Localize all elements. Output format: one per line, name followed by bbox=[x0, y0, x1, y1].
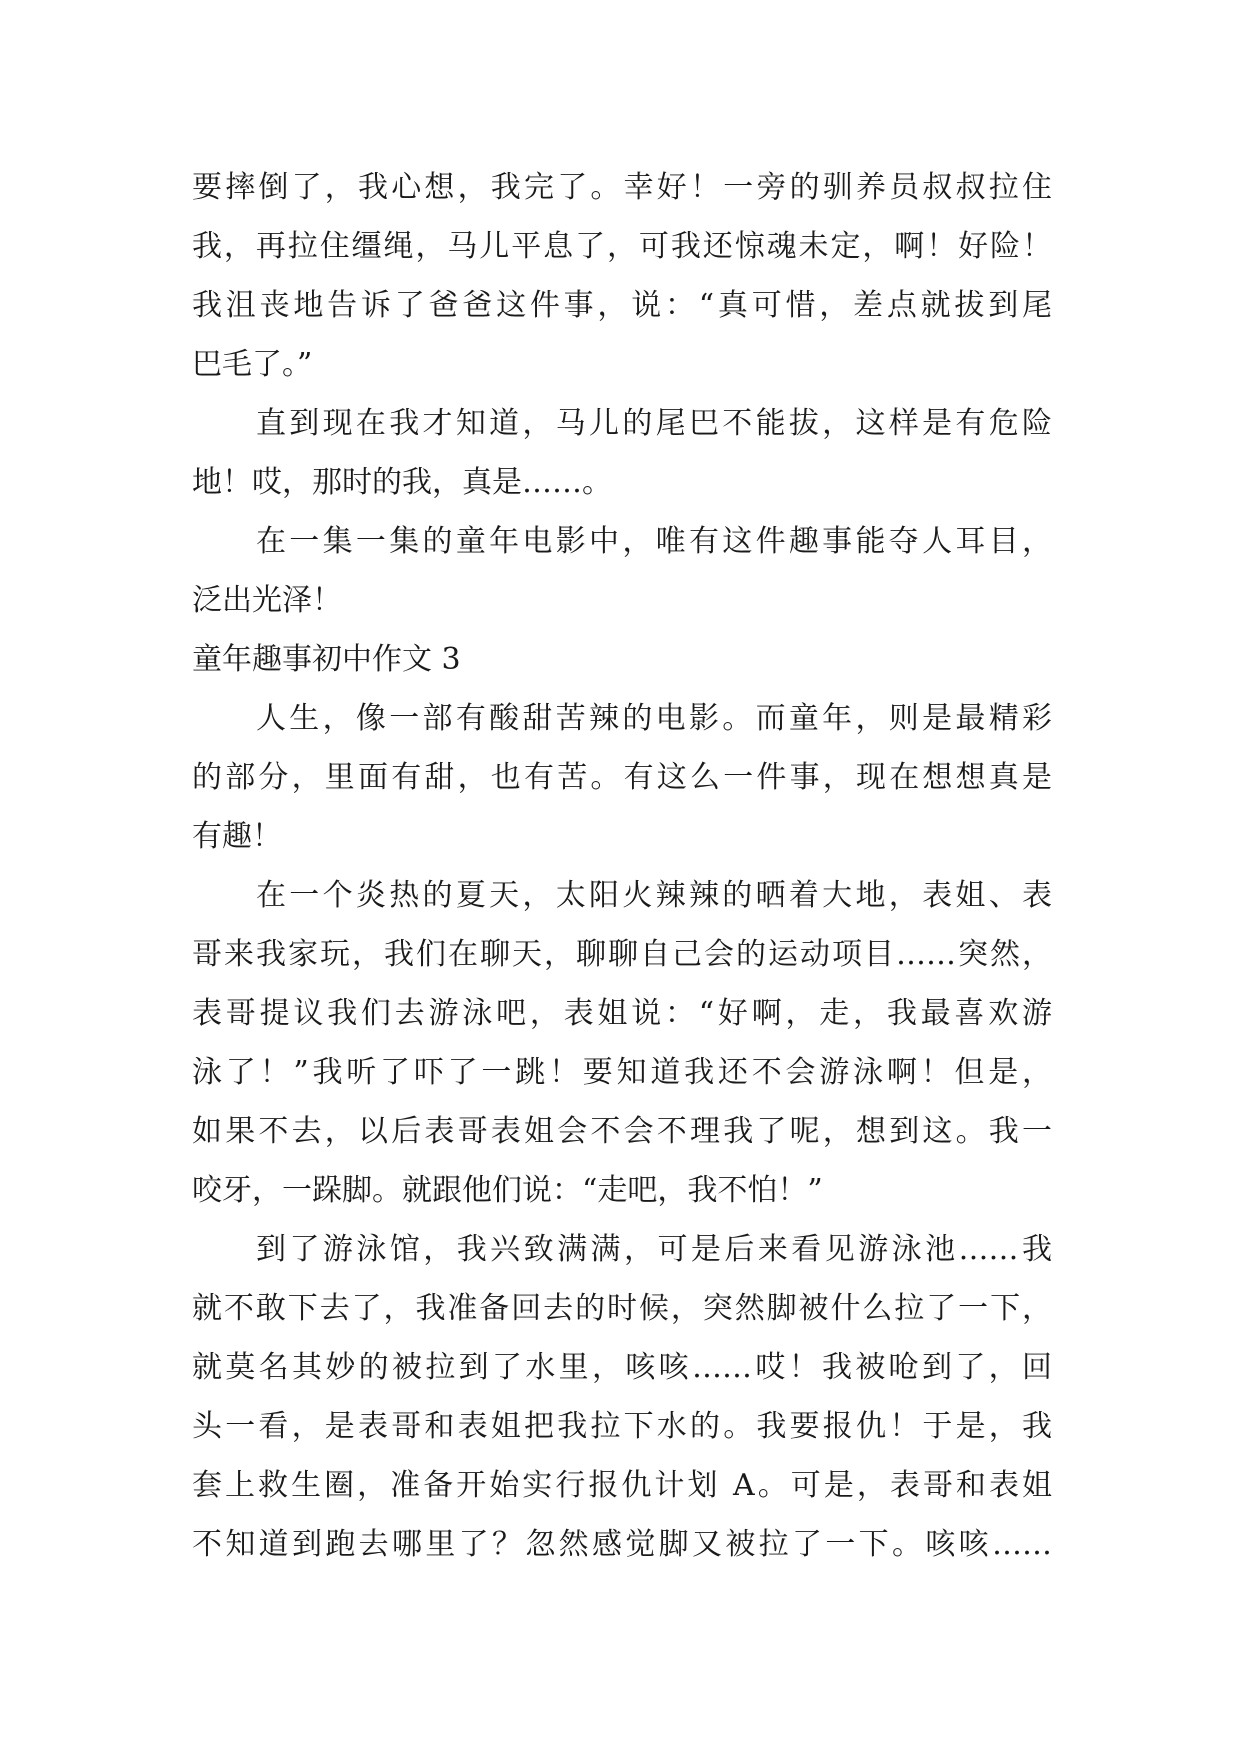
text-line: 泳了！”我听了吓了一跳！要知道我还不会游泳啊！但是， bbox=[192, 1055, 1052, 1090]
text-line: 咬牙，一跺脚。就跟他们说：“走吧，我不怕！” bbox=[192, 1173, 823, 1208]
text-line: 就莫名其妙的被拉到了水里，咳咳……哎！我被呛到了，回 bbox=[192, 1350, 1052, 1385]
text-line: 如果不去，以后表哥表姐会不会不理我了呢，想到这。我一 bbox=[192, 1114, 1052, 1149]
text-line: 直到现在我才知道，马儿的尾巴不能拔，这样是有危险 bbox=[256, 406, 1052, 441]
section-heading: 童年趣事初中作文 3 bbox=[192, 642, 461, 677]
text-line: 套上救生圈，准备开始实行报仇计划 A。可是，表哥和表姐 bbox=[192, 1468, 1052, 1503]
text-line: 到了游泳馆，我兴致满满，可是后来看见游泳池……我 bbox=[256, 1232, 1052, 1267]
essay-body bbox=[192, 158, 1052, 1574]
text-line: 泛出光泽！ bbox=[192, 583, 342, 618]
text-line: 地！哎，那时的我，真是……。 bbox=[192, 465, 612, 500]
text-line: 的部分，里面有甜，也有苦。有这么一件事，现在想想真是 bbox=[192, 760, 1052, 795]
text-line: 人生，像一部有酸甜苦辣的电影。而童年，则是最精彩 bbox=[256, 701, 1052, 736]
text-line: 我沮丧地告诉了爸爸这件事，说：“真可惜，差点就拔到尾 bbox=[192, 288, 1052, 323]
text-line: 不知道到跑去哪里了？忽然感觉脚又被拉了一下。咳咳…… bbox=[192, 1527, 1052, 1562]
text-line: 头一看，是表哥和表姐把我拉下水的。我要报仇！于是，我 bbox=[192, 1409, 1052, 1444]
text-line: 我，再拉住缰绳，马儿平息了，可我还惊魂未定，啊！好险！ bbox=[192, 229, 1052, 264]
text-line: 表哥提议我们去游泳吧，表姐说：“好啊，走，我最喜欢游 bbox=[192, 996, 1052, 1031]
text-line: 要摔倒了，我心想，我完了。幸好！一旁的驯养员叔叔拉住 bbox=[192, 170, 1052, 205]
text-line: 有趣！ bbox=[192, 819, 282, 854]
text-line: 哥来我家玩，我们在聊天，聊聊自己会的运动项目……突然， bbox=[192, 937, 1052, 972]
text-line: 在一集一集的童年电影中，唯有这件趣事能夺人耳目， bbox=[256, 524, 1052, 559]
text-line: 就不敢下去了，我准备回去的时候，突然脚被什么拉了一下， bbox=[192, 1291, 1052, 1326]
text-line: 在一个炎热的夏天，太阳火辣辣的晒着大地，表姐、表 bbox=[256, 878, 1052, 913]
text-line: 巴毛了。” bbox=[192, 347, 313, 382]
